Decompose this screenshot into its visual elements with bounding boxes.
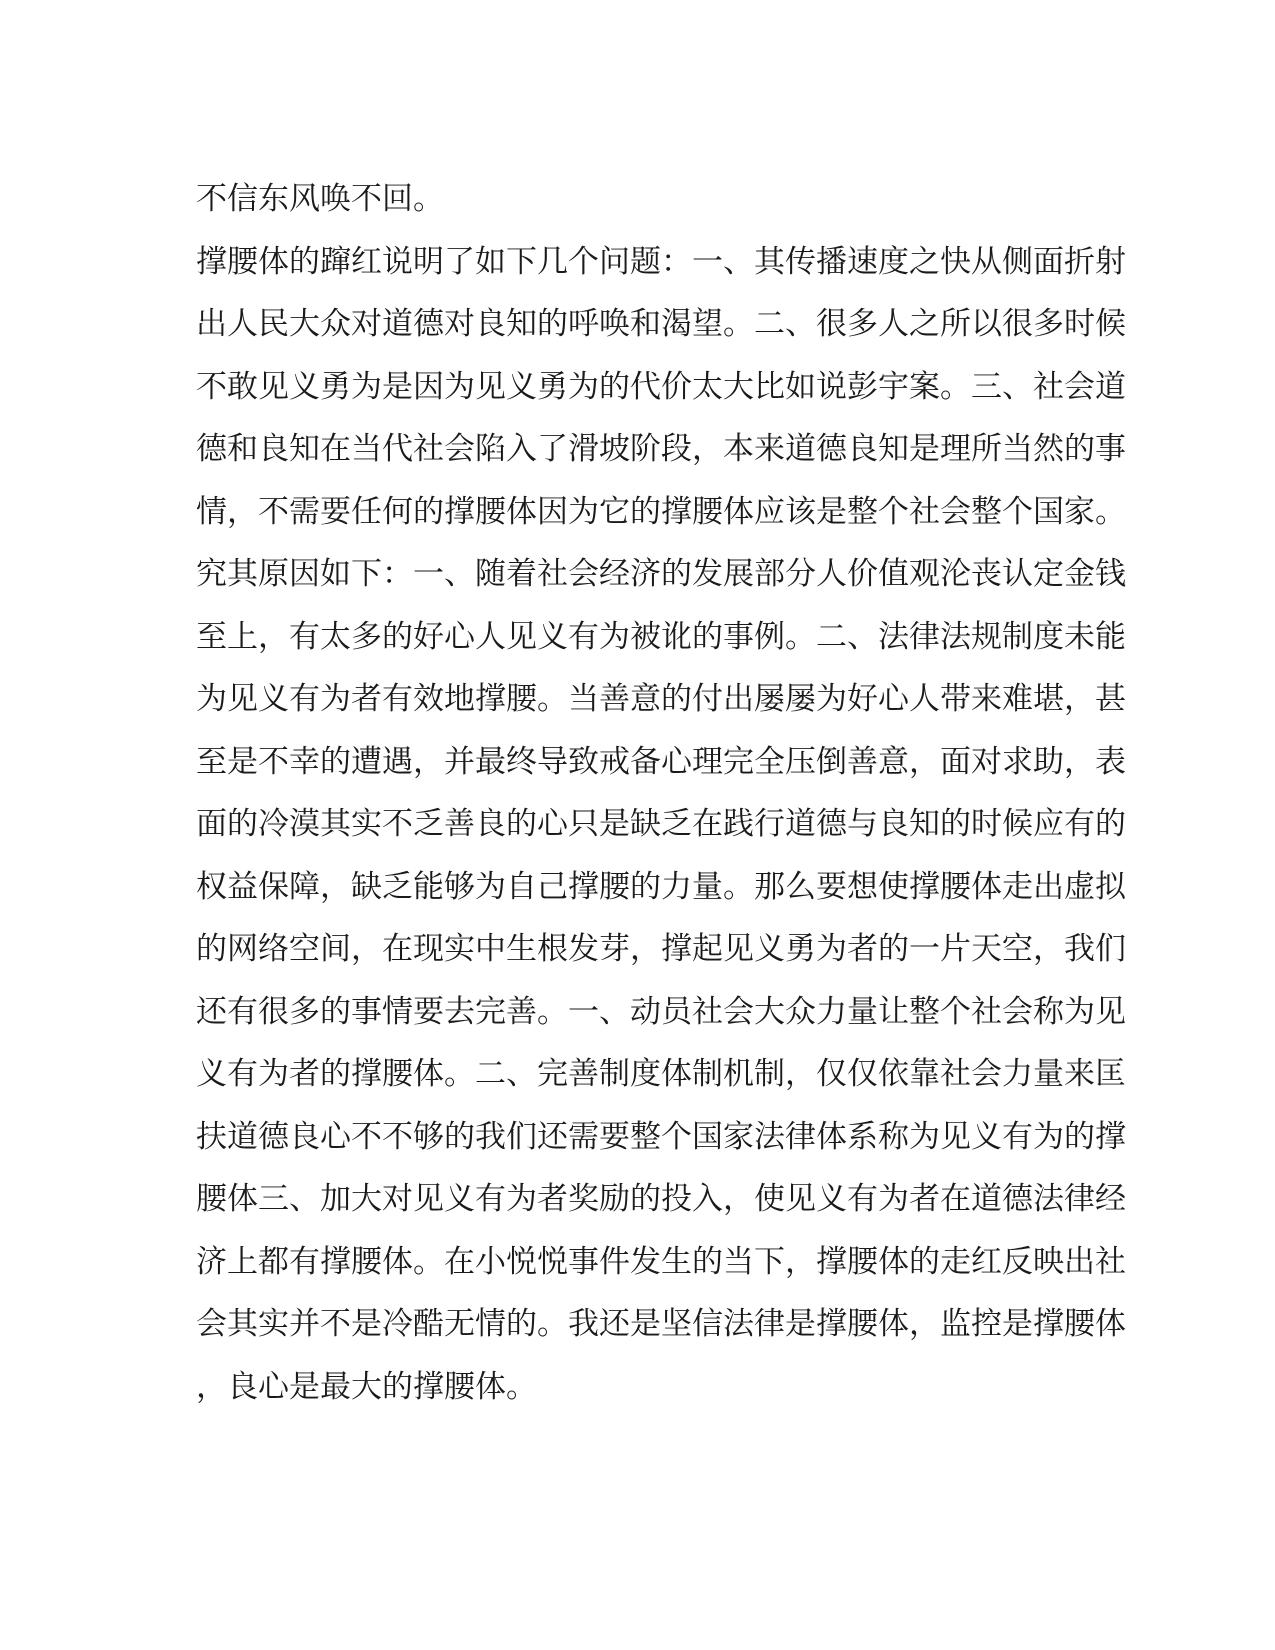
text-line: ，良心是最大的撑腰体。 [196, 1368, 537, 1405]
text-line: 权益保障，缺乏能够为自己撑腰的力量。那么要想使撑腰体走出虚拟 [196, 868, 1126, 905]
text-line: 不信东风唤不回。 [196, 181, 444, 217]
text-line: 面的冷漠其实不乏善良的心只是缺乏在践行道德与良知的时候应有的 [196, 806, 1126, 842]
text-line: 出人民大众对道德对良知的呼唤和渴望。二、很多人之所以很多时候 [196, 306, 1126, 342]
text-line: 为见义有为者有效地撑腰。当善意的付出屡屡为好心人带来难堪，甚 [196, 681, 1126, 717]
body-text [196, 168, 1126, 1418]
text-line: 济上都有撑腰体。在小悦悦事件发生的当下，撑腰体的走红反映出社 [196, 1243, 1126, 1280]
text-line: 扶道德良心不不够的我们还需要整个国家法律体系称为见义有为的撑 [196, 1118, 1126, 1155]
text-line: 的网络空间，在现实中生根发芽，撑起见义勇为者的一片天空，我们 [196, 931, 1126, 967]
text-line: 义有为者的撑腰体。二、完善制度体制机制，仅仅依靠社会力量来匡 [196, 1056, 1126, 1092]
text-line: 会其实并不是冷酷无情的。我还是坚信法律是撑腰体，监控是撑腰体 [196, 1306, 1126, 1342]
text-line: 还有很多的事情要去完善。一、动员社会大众力量让整个社会称为见 [196, 993, 1126, 1030]
text-line: 德和良知在当代社会陷入了滑坡阶段，本来道德良知是理所当然的事 [196, 431, 1126, 467]
text-line: 至是不幸的遭遇，并最终导致戒备心理完全压倒善意，面对求助，表 [196, 743, 1126, 780]
text-line: 撑腰体的蹿红说明了如下几个问题：一、其传播速度之快从侧面折射 [196, 243, 1126, 280]
text-line: 情，不需要任何的撑腰体因为它的撑腰体应该是整个社会整个国家。 [196, 493, 1126, 530]
text-line: 腰体三、加大对见义有为者奖励的投入，使见义有为者在道德法律经 [196, 1181, 1126, 1217]
text-line: 究其原因如下：一、随着社会经济的发展部分人价值观沦丧认定金钱 [196, 556, 1126, 592]
text-line: 至上，有太多的好心人见义有为被讹的事例。二、法律法规制度未能 [196, 618, 1126, 655]
text-line: 不敢见义勇为是因为见义勇为的代价太大比如说彭宇案。三、社会道 [196, 368, 1126, 405]
